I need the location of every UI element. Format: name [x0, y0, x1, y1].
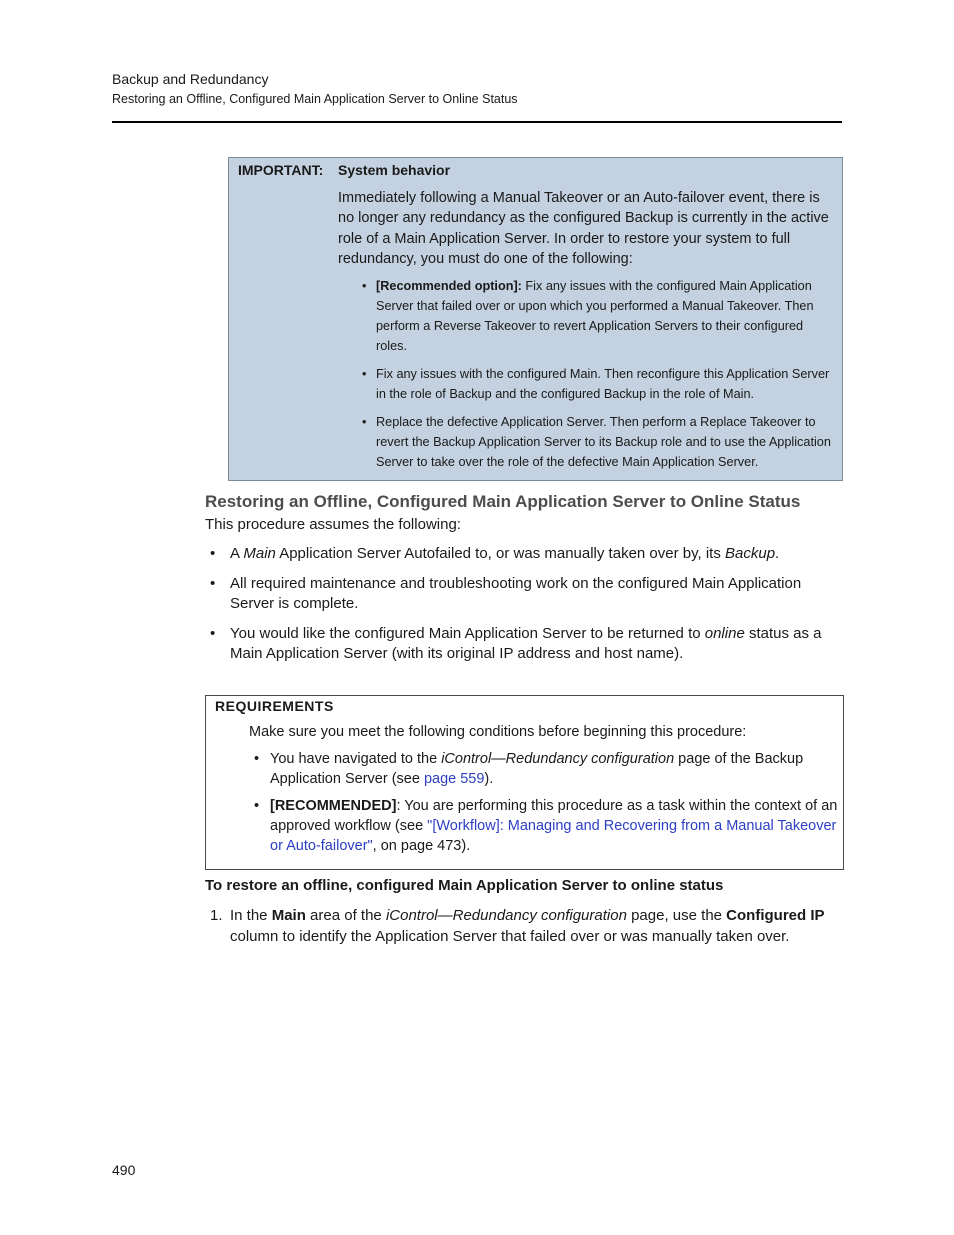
- text-segment: .: [775, 545, 780, 562]
- emphasis: iControl—Redundancy configuration: [385, 907, 627, 924]
- text-segment: page of the Backup Application Server (see: [270, 751, 804, 787]
- workflow-link[interactable]: "[Workflow]: Managing and Recovering from a Manual Takeover or Auto-failover": [270, 818, 837, 854]
- assumptions-list: [205, 544, 845, 674]
- text-segment: In the: [230, 907, 272, 924]
- page-link[interactable]: page 559: [423, 771, 485, 787]
- emphasis: Main: [243, 545, 276, 562]
- text-segment: ).: [484, 771, 494, 787]
- list-item-text: Fix any issues with the configured Main Application Server that failed over or upon which you performed a Manual Takeover. Then perform a Reverse Takeover to revert Application Servers to their configured roles.: [376, 279, 814, 353]
- header-rule: [112, 121, 842, 123]
- important-label: IMPORTANT:: [238, 162, 324, 178]
- strong: Main: [271, 907, 306, 924]
- text-segment: , on page 473).: [372, 838, 471, 854]
- list-item-text: Replace the defective Application Server. Then perform a Replace Takeover to revert the Backup Application Server to its Backup role and to use the Application Server to take over the role of the defective Main Application Server.: [376, 415, 831, 469]
- step-item: [205, 905, 845, 947]
- text-segment: All required maintenance and troubleshooting work on the configured Main Application Server is complete.: [230, 574, 802, 612]
- list-item: [362, 412, 837, 472]
- important-title: System behavior: [338, 162, 451, 178]
- list-item: [205, 574, 845, 615]
- list-item-text: Fix any issues with the configured Main. Then reconfigure this Application Server in the role of Backup and the configured Backup in the role of Main.: [376, 367, 830, 401]
- text-segment: column to identify the Application Server that failed over or was manually taken over.: [230, 928, 790, 945]
- running-header-chapter: Backup and Redundancy: [112, 71, 269, 87]
- section-heading: Restoring an Offline, Configured Main Application Server to Online Status: [205, 492, 801, 511]
- step-number: 1.: [210, 907, 223, 924]
- text-segment: A: [230, 545, 244, 562]
- emphasis: Backup: [725, 545, 776, 562]
- text-segment: You would like the configured Main Application Server to be returned to: [230, 624, 705, 642]
- emphasis: online: [704, 624, 745, 642]
- recommended-option-label: [Recommended option]:: [376, 279, 522, 293]
- running-header-section: Restoring an Offline, Configured Main Application Server to Online Status: [112, 92, 518, 106]
- recommended-label: [RECOMMENDED]: [270, 798, 397, 814]
- requirements-title: REQUIREMENTS: [215, 698, 334, 714]
- section-intro: This procedure assumes the following:: [205, 516, 461, 533]
- requirements-intro: Make sure you meet the following conditions before beginning this procedure:: [249, 724, 747, 740]
- text-segment: area of the: [305, 907, 386, 924]
- page-number: 490: [112, 1162, 136, 1178]
- text-segment: status as a Main Application Server (with its original IP address and host name).: [230, 624, 822, 662]
- list-item: [362, 276, 837, 356]
- list-item: [205, 624, 845, 665]
- list-item: [362, 364, 837, 404]
- procedure-title: To restore an offline, configured Main Application Server to online status: [205, 877, 724, 894]
- text-segment: Application Server Autofailed to, or was manually taken over by, its: [275, 545, 725, 562]
- emphasis: iControl—Redundancy configuration: [441, 751, 675, 767]
- requirements-list: [254, 749, 839, 863]
- requirements-box: [205, 695, 844, 870]
- text-segment: You have navigated to the: [270, 751, 442, 767]
- list-item: [254, 749, 839, 789]
- text-segment: page, use the: [626, 907, 727, 924]
- list-item: [254, 796, 839, 856]
- important-callout: [228, 157, 843, 481]
- procedure-steps: [205, 905, 845, 947]
- important-body: Immediately following a Manual Takeover or an Auto-failover event, there is no longer any redundancy as the configured Backup is currently in the active role of a Main Application Server. In order to restore your system to full redundancy, you must do one of the following:: [338, 190, 829, 267]
- strong: Configured IP: [726, 907, 825, 924]
- list-item: [205, 544, 845, 565]
- important-list: [362, 276, 837, 480]
- text-segment: : You are performing this procedure as a task within the context of an approved workflow (see: [270, 798, 838, 834]
